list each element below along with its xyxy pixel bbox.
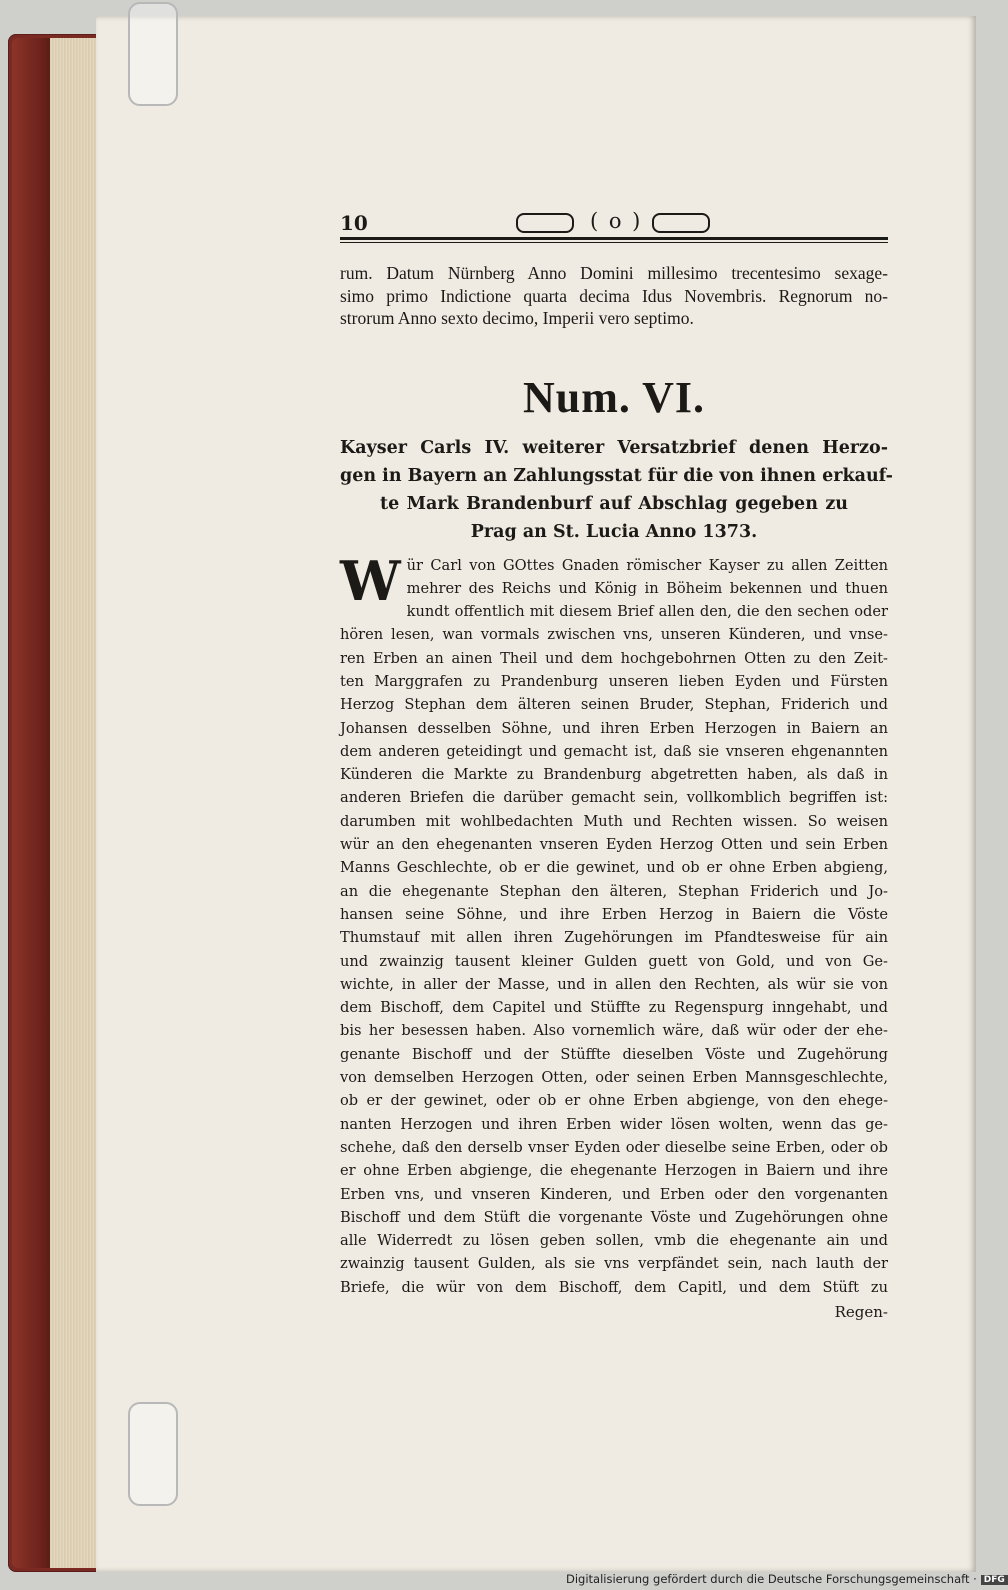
- body-line: darumben mit wohlbedachten Muth und Rechten wissen. So weisen: [340, 812, 888, 830]
- body-line: und zwainzig tausent kleiner Gulden guett von Gold, und von Ge-: [340, 952, 888, 970]
- body-line: dem anderen geteidingt und gemacht ist, daß sie vnseren ehgenannten: [340, 742, 888, 760]
- document-title: [340, 434, 893, 546]
- ornament-left-icon: [516, 213, 574, 233]
- text-line: rum. Datum Nürnberg Anno Domini millesimo trecentesimo sexage-: [340, 263, 888, 283]
- credit-text: Digitalisierung gefördert durch die Deutsche Forschungsgemeinschaft ·: [566, 1572, 977, 1586]
- body-line: von demselben Herzogen Otten, oder seinen Erben Mannsgeschlechte,: [340, 1069, 888, 1087]
- page-content: [340, 205, 893, 1324]
- body-line: schehe, daß den derselb vnser Eyden oder dieselbe seine Erben, oder ob: [340, 1138, 888, 1156]
- body-line: genante Bischoff und der Stüffte dieselben Vöste und Zugehörung: [340, 1045, 888, 1063]
- body-line: kundt offentlich mit diesem Brief allen den, die den sechen oder: [406, 603, 888, 621]
- body-line: anderen Briefen die darüber gemacht sein, vollkomblich begriffen ist:: [340, 789, 888, 807]
- body-line: bis her besessen haben. Also vornemlich wäre, daß wür oder der ehe-: [340, 1022, 888, 1040]
- latin-closing-paragraph: [340, 262, 888, 330]
- body-line: Bischoff und dem Stüft die vorgenante Vöste und Zugehörungen ohne: [340, 1208, 888, 1226]
- title-line: te Mark Brandenburf auf Abschlag gegeben zu: [380, 493, 848, 514]
- body-line: ren Erben an ainen Theil und dem hochgebohrnen Otten zu den Zeit-: [340, 649, 888, 667]
- page-clip-top: [128, 2, 178, 106]
- body-line: er ohne Erben abgienge, die ehegenante Herzogen in Baiern und ihre: [340, 1162, 888, 1180]
- body-line: Herzog Stephan dem älteren seinen Bruder, Stephan, Friderich und: [340, 696, 888, 714]
- body-line: zwainzig tausent Gulden, als sie vns verpfändet sein, nach lauth der: [340, 1255, 888, 1273]
- body-line: ob er der gewinet, oder ob er ohne Erben abgienge, von den ehege-: [340, 1092, 888, 1110]
- section-number-title: Num. VI.: [522, 372, 705, 422]
- document-body: [340, 548, 888, 1325]
- body-line: wür an den ehegenanten vnseren Eyden Herzog Otten und sein Erben: [340, 836, 888, 854]
- title-line: gen in Bayern an Zahlungsstat für die von ihnen erkauf-: [340, 465, 893, 486]
- body-line: nanten Herzogen und ihren Erben wider lösen wolten, wenn das ge-: [340, 1115, 888, 1133]
- body-line: an die ehegenante Stephan den älteren, Stephan Friderich und Jo-: [340, 882, 888, 900]
- body-line: hansen seine Söhne, und ihre Erben Herzog in Baiern die Vöste: [340, 905, 888, 923]
- body-line: Manns Geschlechte, ob er die gewinet, und ob er ohne Erben abgieng,: [340, 859, 888, 877]
- body-line: wichte, in aller der Masse, und in allen den Rechten, als wür sie von: [340, 975, 888, 993]
- book-spine-edge: [12, 38, 50, 1568]
- catchword: Regen-: [834, 1303, 888, 1321]
- running-header: [340, 205, 888, 240]
- body-line: dem Bischoff, dem Capitel und Stüffte zu Regenspurg inngehabt, und: [340, 999, 888, 1017]
- signature-mark: ( o ): [590, 209, 643, 233]
- text-line: strorum Anno sexto decimo, Imperii vero septimo.: [340, 308, 694, 328]
- body-line: mehrer des Reichs und König in Böheim bekennen und thuen: [406, 579, 888, 597]
- text-line: simo primo Indictione quarta decima Idus Novembris. Regnorum no-: [340, 285, 888, 306]
- drop-cap: W: [340, 548, 401, 613]
- page-clip-bottom: [128, 1402, 178, 1506]
- body-line: ten Marggrafen zu Prandenburg unseren lieben Eyden und Fürsten: [340, 672, 888, 690]
- page-number: 10: [340, 211, 368, 235]
- body-line: hören lesen, wan vormals zwischen vns, unseren Künderen, und vnse-: [340, 626, 888, 644]
- body-line: Erben vns, und vnseren Kinderen, und Erben oder den vorgenanten: [340, 1185, 888, 1203]
- page-stack-edge: [50, 38, 96, 1568]
- dfg-logo: DFG: [981, 1575, 1008, 1585]
- title-line: Prag an St. Lucia Anno 1373.: [470, 521, 758, 542]
- body-line: Johansen desselben Söhne, und ihren Erben Herzogen in Baiern an: [340, 719, 888, 737]
- body-line: ür Carl von GOttes Gnaden römischer Kayser zu allen Zeitten: [406, 556, 888, 574]
- body-line: Thumstauf mit allen ihren Zugehörungen im Pfandtesweise für ain: [340, 929, 888, 947]
- body-line: alle Widerredt zu lösen geben sollen, vmb die ehegenante ain und: [340, 1232, 888, 1250]
- digitization-credit: [566, 1572, 1005, 1590]
- body-line: Künderen die Markte zu Brandenburg abgetretten haben, als daß in: [340, 766, 888, 784]
- body-line: Briefe, die wür von dem Bischoff, dem Capitl, und dem Stüft zu: [340, 1278, 888, 1296]
- ornament-right-icon: [652, 213, 710, 233]
- title-line: Kayser Carls IV. weiterer Versatzbrief denen Herzo-: [340, 437, 888, 458]
